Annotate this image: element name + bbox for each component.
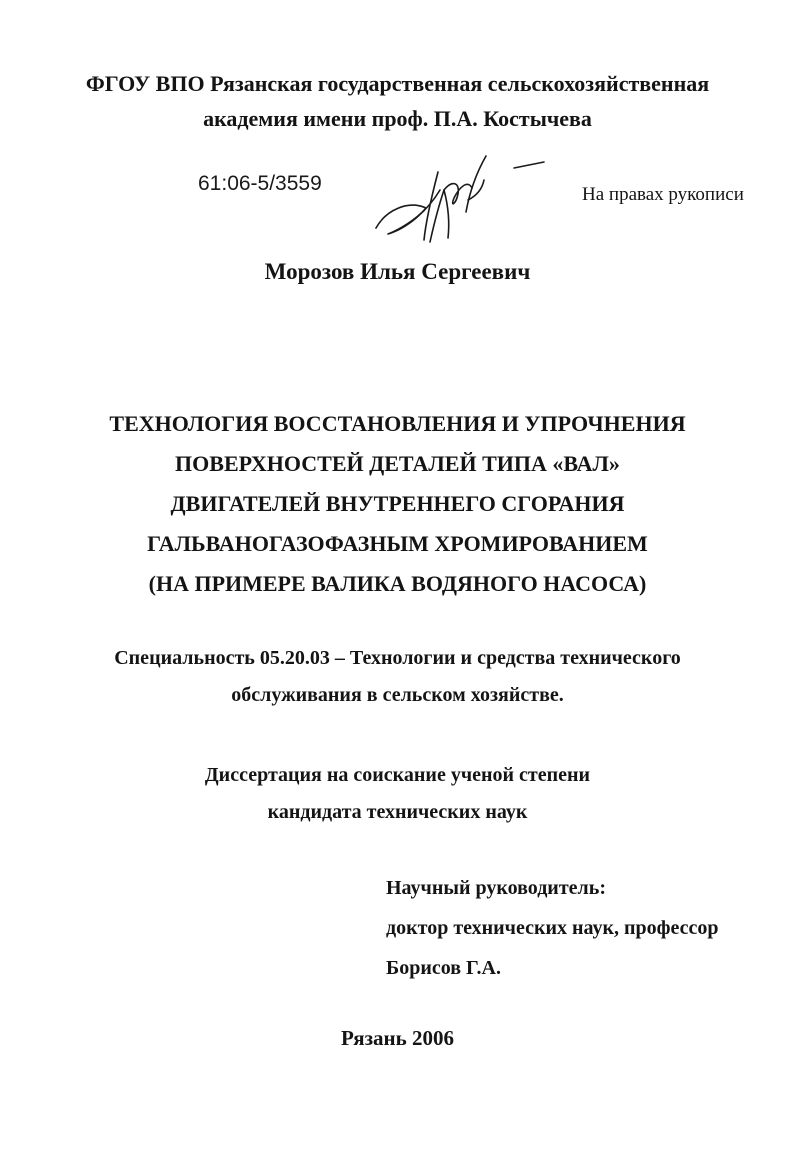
handwritten-signature — [368, 150, 558, 250]
dissertation-line-2: кандидата технических наук — [267, 801, 528, 823]
dissertation-degree — [0, 757, 795, 831]
specialty — [0, 640, 795, 714]
institution-line-2: академия имени проф. П.А. Костычева — [203, 106, 592, 131]
dissertation-line-1: Диссертация на соискание ученой степени — [204, 764, 591, 786]
author-name: Морозов Илья Сергеевич — [264, 259, 531, 284]
title-line: (НА ПРИМЕРЕ ВАЛИКА ВОДЯНОГО НАСОСА) — [148, 571, 647, 596]
title-line: ГАЛЬВАНОГАЗОФАЗНЫМ ХРОМИРОВАНИЕМ — [147, 531, 648, 556]
title-line: ДВИГАТЕЛЕЙ ВНУТРЕННЕГО СГОРАНИЯ — [170, 491, 625, 516]
supervisor-block — [386, 868, 719, 988]
rights-note: На правах рукописи — [582, 184, 744, 205]
dissertation-title — [0, 404, 795, 604]
city-year: Рязань 2006 — [340, 1026, 455, 1050]
title-line: ПОВЕРХНОСТЕЙ ДЕТАЛЕЙ ТИПА «ВАЛ» — [175, 451, 620, 476]
institution-header — [0, 66, 795, 136]
specialty-line-2: обслуживания в сельском хозяйстве. — [231, 684, 564, 706]
title-line: ТЕХНОЛОГИЯ ВОССТАНОВЛЕНИЯ И УПРОЧНЕНИЯ — [109, 411, 686, 436]
institution-line-1: ФГОУ ВПО Рязанская государственная сельскохозяйственная — [85, 71, 710, 96]
registry-code: 61:06-5/3559 — [198, 172, 322, 195]
supervisor-degree: доктор технических наук, профессор — [386, 917, 719, 939]
supervisor-label: Научный руководитель: — [386, 877, 606, 899]
specialty-line-1: Специальность 05.20.03 – Технологии и средства технического — [114, 647, 681, 669]
supervisor-name: Борисов Г.А. — [386, 957, 501, 979]
